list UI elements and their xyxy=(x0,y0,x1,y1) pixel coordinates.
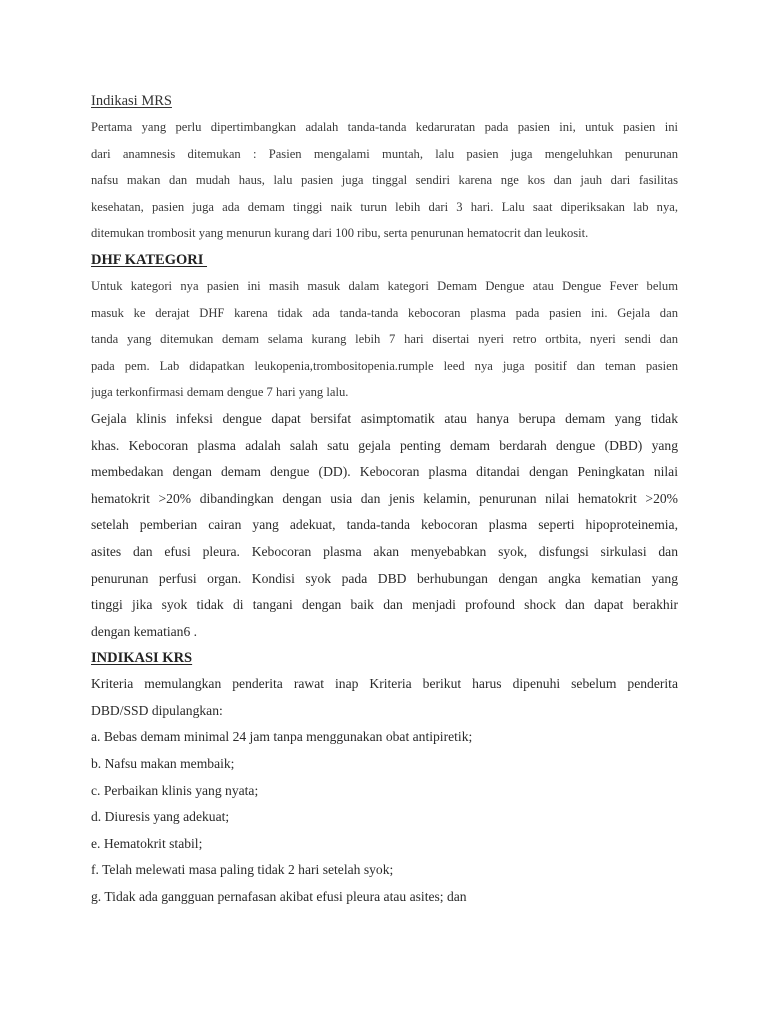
text-line: dari anamnesis ditemukan : Pasien mengalami muntah, lalu pasien juga mengeluhkan penurunan xyxy=(91,146,678,161)
text-line: Kriteria memulangkan penderita rawat inap Kriteria berikut harus dipenuhi sebelum penderita xyxy=(91,676,678,692)
text-line: penurunan perfusi organ. Kondisi syok pada DBD berhubungan dengan angka kematian yang xyxy=(91,570,678,586)
paragraph-krs-intro xyxy=(91,671,678,724)
text-line: setelah pemberian cairan yang adekuat, tanda-tanda kebocoran plasma seperti hipoproteinemia, xyxy=(91,517,678,533)
list-item: b. Nafsu makan membaik; xyxy=(91,756,235,772)
text-line: tanda yang ditemukan demam selama kurang lebih 7 hari disertai nyeri retro ortbita, nyeri sendi dan xyxy=(91,332,678,347)
list-item: c. Perbaikan klinis yang nyata; xyxy=(91,782,259,798)
text-line: asites dan efusi pleura. Kebocoran plasma akan menyebabkan syok, disfungsi sirkulasi dan xyxy=(91,543,678,559)
text-line: khas. Kebocoran plasma adalah salah satu gejala penting demam berdarah dengue (DBD) yang xyxy=(91,437,678,453)
document-page xyxy=(91,88,678,911)
section-heading-dhf: DHF KATEGORI xyxy=(91,251,208,268)
text-line: ditemukan trombosit yang menurun kurang dari 100 ribu, serta penurunan hematocrit dan leukosit. xyxy=(91,226,589,241)
paragraph-dhf-clinical xyxy=(91,406,678,645)
text-line: nafsu makan dan mudah haus, lalu pasien juga tinggal sendiri karena nge kos dan jauh dari fasilitas xyxy=(91,173,678,188)
section-heading-krs: INDIKASI KRS xyxy=(91,650,193,667)
text-line: Gejala klinis infeksi dengue dapat bersifat asimptomatik atau hanya berupa demam yang tidak xyxy=(91,410,678,426)
text-line: Untuk kategori nya pasien ini masih masuk dalam kategori Demam Dengue atau Dengue Fever belum xyxy=(91,278,678,293)
text-line: Pertama yang perlu dipertimbangkan adalah tanda-tanda kedaruratan pada pasien ini, untuk pasien ini xyxy=(91,120,678,134)
section-heading-mrs: Indikasi MRS xyxy=(91,93,172,109)
text-line: pada pem. Lab didapatkan leukopenia,trombositopenia.rumple leed nya juga positif dan teman pasien xyxy=(91,358,678,373)
text-line: DBD/SSD dipulangkan: xyxy=(91,702,223,718)
list-item: g. Tidak ada gangguan pernafasan akibat efusi pleura atau asites; dan xyxy=(91,889,467,905)
list-item: f. Telah melewati masa paling tidak 2 hari setelah syok; xyxy=(91,862,394,878)
list-item: a. Bebas demam minimal 24 jam tanpa menggunakan obat antipiretik; xyxy=(91,729,473,745)
list-item: d. Diuresis yang adekuat; xyxy=(91,809,230,825)
text-line: hematokrit >20% dibandingkan dengan usia dan jenis kelamin, penurunan nilai hematokrit >20% xyxy=(91,490,678,506)
text-line: masuk ke derajat DHF karena tidak ada tanda-tanda kebocoran plasma pada pasien ini. Gejala dan xyxy=(91,305,678,320)
text-line: dengan kematian6 . xyxy=(91,623,198,639)
text-line: kesehatan, pasien juga ada demam tinggi naik turun lebih dari 3 hari. Lalu saat diperiksakan lab nya, xyxy=(91,199,678,214)
text-line: membedakan dengan demam dengue (DD). Kebocoran plasma ditandai dengan Peningkatan nilai xyxy=(91,464,678,480)
krs-criteria-list xyxy=(91,724,678,910)
list-item: e. Hematokrit stabil; xyxy=(91,835,203,851)
text-line: juga terkonfirmasi demam dengue 7 hari yang lalu. xyxy=(91,385,349,400)
paragraph-dhf xyxy=(91,273,678,406)
paragraph-mrs xyxy=(91,114,678,247)
text-line: tinggi jika syok tidak di tangani dengan baik dan menjadi profound shock dan dapat berakhir xyxy=(91,597,678,613)
